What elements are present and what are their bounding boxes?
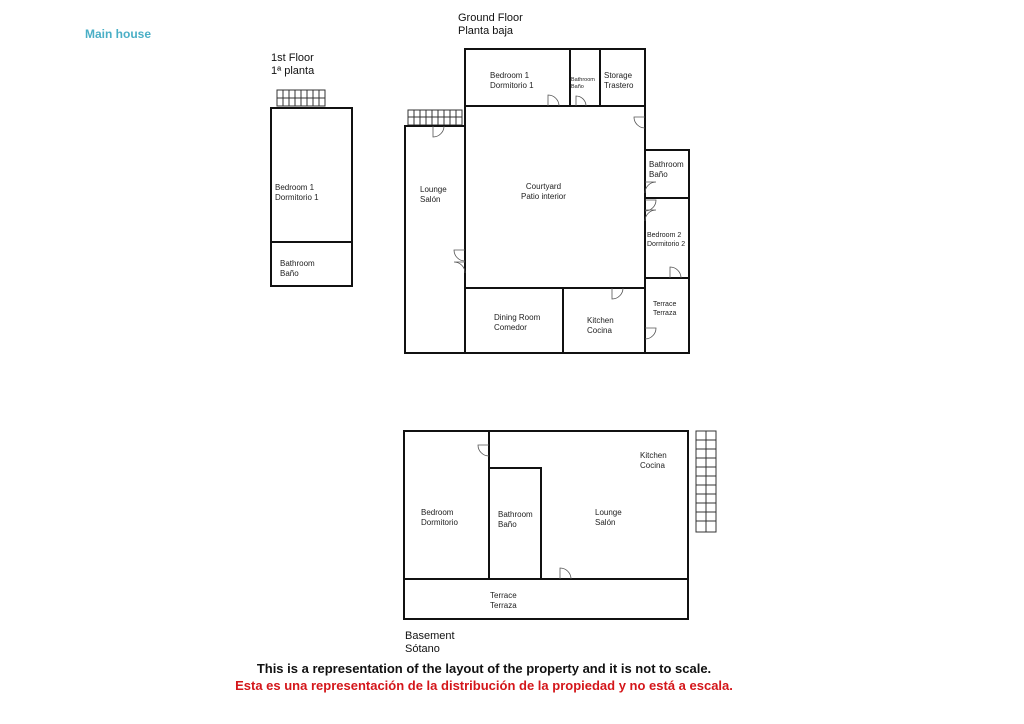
- room-label-ground-bedroom1: Bedroom 1 Dormitorio 1: [490, 71, 534, 90]
- room-label-ground-courtyard: Courtyard Patio interior: [521, 182, 566, 201]
- room-label-ground-dining: Dining Room Comedor: [494, 313, 541, 332]
- basement-stairs: [696, 431, 716, 532]
- room-label-ground-bathroom-small: Bathroom Baño: [571, 77, 595, 90]
- first-floor-title: [271, 52, 314, 78]
- room-label-basement-terrace: Terrace Terraza: [490, 591, 517, 610]
- room-label-basement-lounge: Lounge Salón: [595, 508, 622, 527]
- basement-title: [405, 630, 455, 656]
- ground-floor-plan: [405, 49, 689, 353]
- first-floor-name: 1st Floor: [271, 52, 314, 64]
- room-label-ground-terrace: Terrace Terraza: [653, 301, 677, 317]
- room-label-ground-lounge: Lounge Salón: [420, 185, 447, 204]
- room-label-basement-bedroom: Bedroom Dormitorio: [421, 508, 458, 527]
- page-title: Main house: [85, 27, 152, 41]
- room-label-ground-bedroom2: Bedroom 2 Dormitorio 2: [647, 232, 686, 248]
- room-label-first-bedroom1: Bedroom 1 Dormitorio 1: [275, 183, 319, 202]
- disclaimer-en: This is a representation of the layout of the property and it is not to scale.: [256, 661, 712, 676]
- ground-floor-title: [458, 12, 523, 38]
- first-floor-stairs: [277, 90, 325, 106]
- ground-floor-name: Ground Floor: [458, 12, 523, 24]
- first-floor-name-es: 1ª planta: [271, 65, 315, 77]
- room-label-basement-bathroom: Bathroom Baño: [498, 510, 533, 529]
- room-label-ground-storage: Storage Trastero: [604, 71, 634, 90]
- ground-floor-stairs: [408, 110, 462, 125]
- ground-floor-name-es: Planta baja: [458, 25, 514, 37]
- room-label-ground-kitchen: Kitchen Cocina: [587, 316, 614, 335]
- disclaimer-es: Esta es una representación de la distribución de la propiedad y no está a escala.: [235, 678, 733, 693]
- room-label-ground-bathroom: Bathroom Baño: [649, 160, 684, 179]
- room-label-basement-kitchen: Kitchen Cocina: [640, 451, 667, 470]
- basement-name-es: Sótano: [405, 643, 440, 655]
- basement-name: Basement: [405, 630, 455, 642]
- room-label-first-bathroom: Bathroom Baño: [280, 259, 315, 278]
